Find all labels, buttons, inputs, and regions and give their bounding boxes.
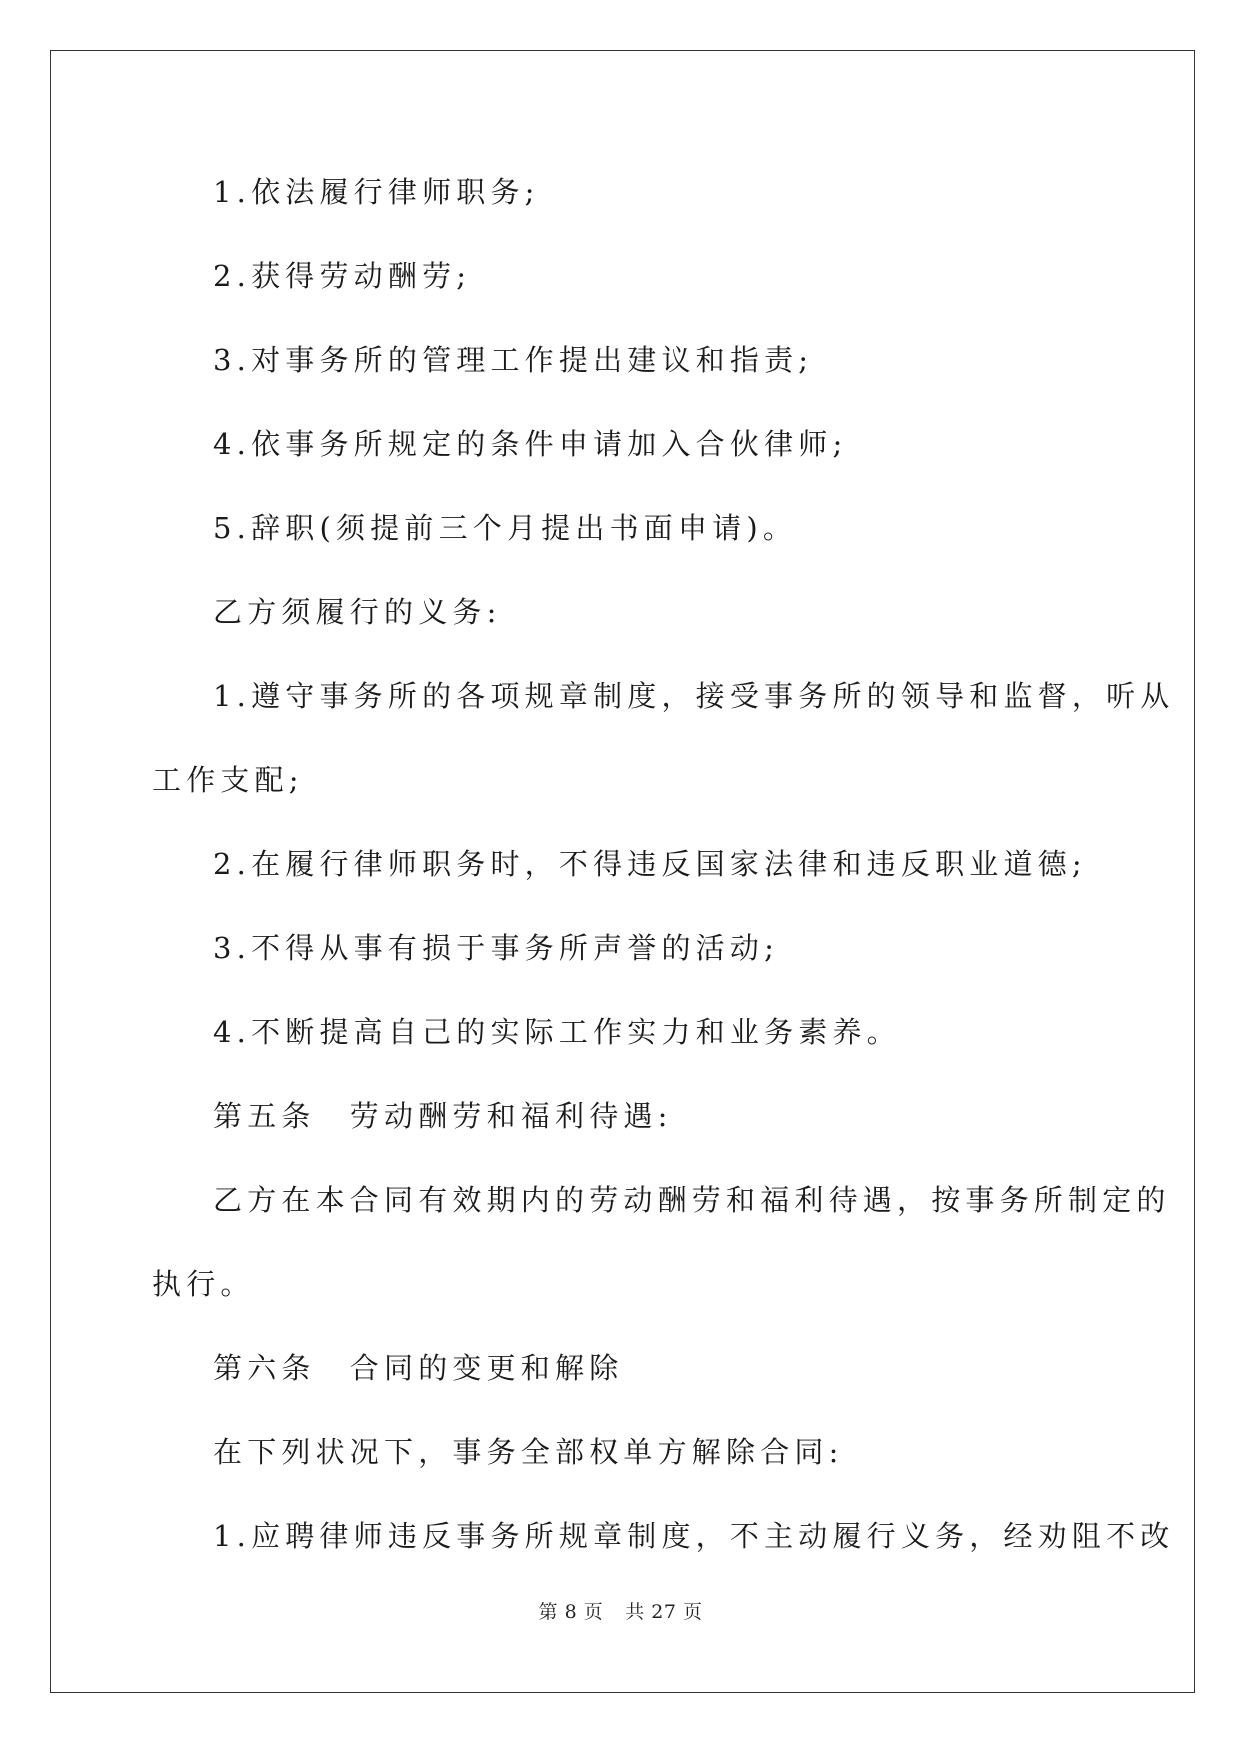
article-6-heading: 第六条 合同的变更和解除	[213, 1351, 624, 1385]
obligation-3: 3.不得从事有损于事务所声誉的活动;	[213, 931, 780, 965]
article-6-intro: 在下列状况下，事务全部权单方解除合同:	[213, 1435, 844, 1469]
document-body	[152, 150, 1175, 1578]
obligation-1-line-1: 1.遵守事务所的各项规章制度，接受事务所的领导和监督，听从	[213, 679, 1175, 713]
obligation-2: 2.在履行律师职务时，不得违反国家法律和违反职业道德;	[213, 847, 1087, 881]
paragraph-right-1: 1.依法履行律师职务;	[213, 175, 540, 209]
paragraph-right-5: 5.辞职(须提前三个月提出书面申请)。	[213, 511, 798, 545]
total-pages: 共 27 页	[625, 1601, 703, 1623]
obligation-1-line-2: 工作支配;	[152, 763, 304, 797]
article-5-body-line-2: 执行。	[152, 1267, 255, 1301]
page-footer	[0, 1597, 1241, 1624]
obligations-heading: 乙方须履行的义务:	[213, 595, 502, 629]
obligation-4: 4.不断提高自己的实际工作实力和业务素养。	[213, 1015, 901, 1049]
article-5-body-line-1: 乙方在本合同有效期内的劳动酬劳和福利待遇，按事务所制定的	[213, 1183, 1171, 1217]
paragraph-right-4: 4.依事务所规定的条件申请加入合伙律师;	[213, 427, 848, 461]
page-number: 第 8 页	[538, 1601, 604, 1623]
paragraph-right-3: 3.对事务所的管理工作提出建议和指责;	[213, 343, 814, 377]
paragraph-right-2: 2.获得劳动酬劳;	[213, 259, 472, 293]
termination-clause-1: 1.应聘律师违反事务所规章制度，不主动履行义务，经劝阻不改	[213, 1519, 1175, 1553]
article-5-heading: 第五条 劳动酬劳和福利待遇:	[213, 1099, 673, 1133]
